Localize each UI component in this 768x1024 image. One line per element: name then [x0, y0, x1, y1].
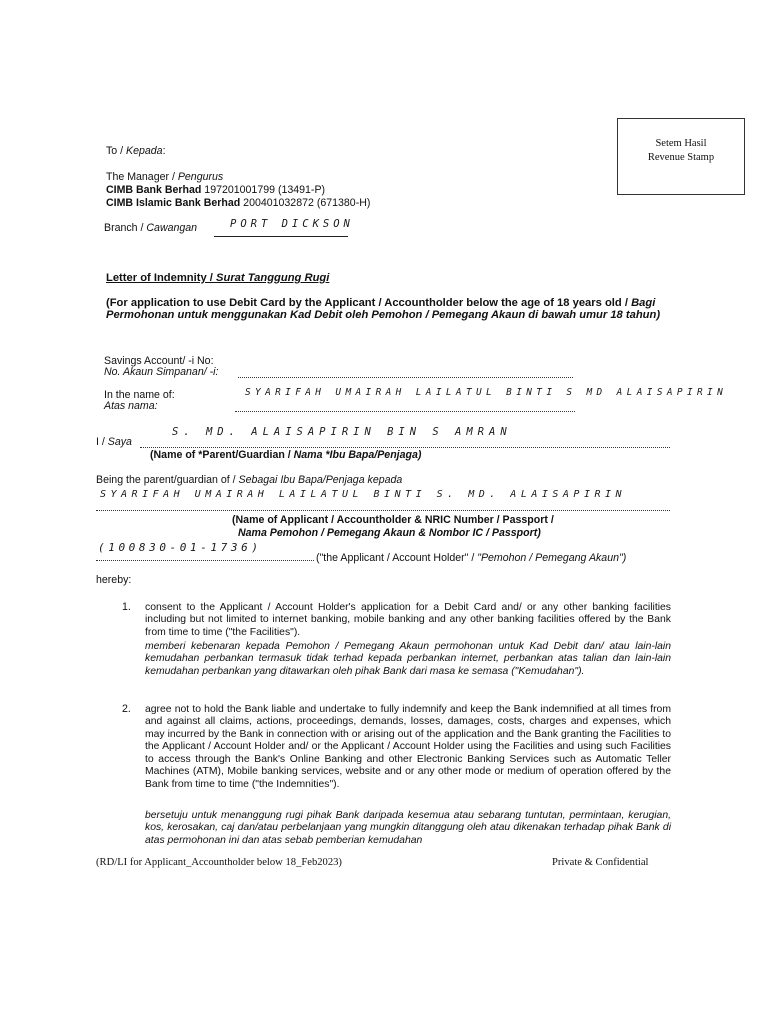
name-label: In the name of: — [104, 389, 175, 401]
title-en: Letter of Indemnity / — [106, 272, 217, 284]
subtitle-en: (For application to use Debit Card by the Applicant / Accountholder below the age of 18 years old / — [106, 297, 632, 309]
applicant-name-value: SYARIFAH UMAIRAH LAILATUL BINTI S. MD. ALAISAPIRIN — [100, 489, 627, 500]
to-label-my: Kepada — [126, 145, 163, 157]
manager-my: Pengurus — [177, 171, 224, 183]
i-label-my: Saya — [107, 436, 132, 448]
account-name-value: SYARIFAH UMAIRAH LAILATUL BINTI S MD ALAISAPIRIN — [245, 387, 728, 398]
to-label-en: To / — [106, 145, 127, 157]
i-label-en: I / — [96, 436, 108, 448]
manager-en: The Manager / — [106, 171, 178, 183]
branch-label-my: Cawangan — [146, 222, 198, 234]
clause-1-number: 1. — [122, 601, 131, 613]
savings-account-label-my: No. Akaun Simpanan/ -i: — [104, 366, 219, 378]
hereby-label: hereby: — [96, 574, 132, 586]
parent-name-field — [140, 447, 670, 448]
to-label: To / Kepada: — [106, 145, 166, 157]
applicant-name-field — [96, 510, 670, 511]
clause-2-text-en: agree not to hold the Bank liable and undertake to fully indemnify and keep the Bank indemnified at all times from and against all claims, actions, proceedings, demands, losses, damages, costs, charges and expenses, which may incurred by the Bank in connection with or arising out of the application and the Bank granting the Facilities to the Applicant / Account Holder and/ or the Applicant / Account Holder using the Facilities and using such Facilities to access through the Bank's Online Banking and other Electronic Banking Services such as Automatic Teller Machines (ATM), Mobile banking services, website and or any other mode or medium of operation offered by the Bank from time to time ("the Indemnities"). — [145, 704, 671, 790]
applicant-caption-en: (Name of Applicant / Accountholder & NRIC Number / Passport / — [232, 514, 554, 526]
account-name-field — [235, 411, 575, 412]
bank2-line — [106, 197, 370, 210]
i-label — [96, 436, 132, 449]
holder-definition — [316, 552, 626, 565]
clause-2-number: 2. — [122, 703, 131, 715]
clause-1-text-my: memberi kebenaran kepada Pemohon / Pemegang Akaun permohonan untuk Kad Debit dan/ atau lain-lain kemudahan perbankan termasuk tidak terhad kepada perbankan internet, perbankan atas talian dan lain-lain kemudahan perbankan yang ditawarkan oleh pihak Bank dari masa ke semasa ("Kemudahan"). — [145, 641, 671, 677]
clause-1-text-en: consent to the Applicant / Account Holder's application for a Debit Card and/ or any other banking facilities including but not limited to internet banking, mobile banking and any other banking facilities offered by the Bank from time to time ("the Facilities"). — [145, 602, 671, 638]
savings-account-field — [238, 377, 573, 378]
nric-field — [96, 560, 314, 561]
parent-caption — [150, 449, 421, 462]
bank2-reg: 200401032872 (671380-H) — [240, 197, 371, 209]
parent-name-value: S. MD. ALAISAPIRIN BIN S AMRAN — [172, 426, 512, 438]
being-label-my: Sebagai Ibu Bapa/Penjaga kepada — [238, 474, 403, 486]
bank2-name: CIMB Islamic Bank Berhad — [106, 197, 241, 209]
holder-definition-en: ("the Applicant / Account Holder" / — [316, 552, 478, 564]
stamp-line-1: Setem Hasil — [655, 138, 707, 149]
bank1-line — [106, 184, 325, 197]
branch-value: PORT DICKSON — [230, 218, 354, 230]
being-label — [96, 474, 402, 487]
clause-2-text-my: bersetuju untuk menanggung rugi pihak Bank daripada kesemua atau sebarang tuntutan, permintaan, kerugian, kos, kerosakan, caj dan/atau perbelanjaan yang mungkin ditanggung oleh atau dikenakan terhadap pihak Bank di atas permohonan ini dan atas sebab pemberian kemudahan — [145, 810, 671, 846]
being-label-en: Being the parent/guardian of / — [96, 474, 239, 486]
parent-caption-my: Nama *Ibu Bapa/Penjaga) — [293, 449, 422, 461]
letter-subtitle — [106, 297, 666, 321]
letter-title — [106, 272, 329, 285]
nric-value: (100830-01-1736) — [98, 541, 262, 554]
branch-label — [104, 222, 197, 235]
bank1-reg: 197201001799 (13491-P) — [201, 184, 326, 196]
name-label-my: Atas nama: — [104, 400, 158, 412]
savings-account-label: Savings Account/ -i No: — [104, 355, 214, 367]
footer-confidential: Private & Confidential — [552, 857, 649, 868]
applicant-caption-my: Nama Pemohon / Pemegang Akaun & Nombor IC / Passport) — [238, 527, 541, 539]
branch-label-en: Branch / — [104, 222, 147, 234]
holder-definition-my: "Pemohon / Pemegang Akaun") — [477, 552, 627, 564]
title-my: Surat Tanggung Rugi — [216, 272, 330, 284]
stamp-line-2: Revenue Stamp — [647, 151, 715, 163]
revenue-stamp-box — [617, 118, 745, 195]
subtitle-my: Bagi Permohonan untuk menggunakan Kad Debit oleh Pemohon / Pemegang Akaun di bawah umur 18 tahun) — [106, 297, 661, 322]
branch-underline — [214, 236, 348, 237]
footer-form-code: (RD/LI for Applicant_Accountholder below 18_Feb2023) — [96, 857, 342, 868]
bank1-name: CIMB Bank Berhad — [106, 184, 202, 196]
parent-caption-en: (Name of *Parent/Guardian / — [150, 449, 294, 461]
manager-line — [106, 171, 223, 184]
